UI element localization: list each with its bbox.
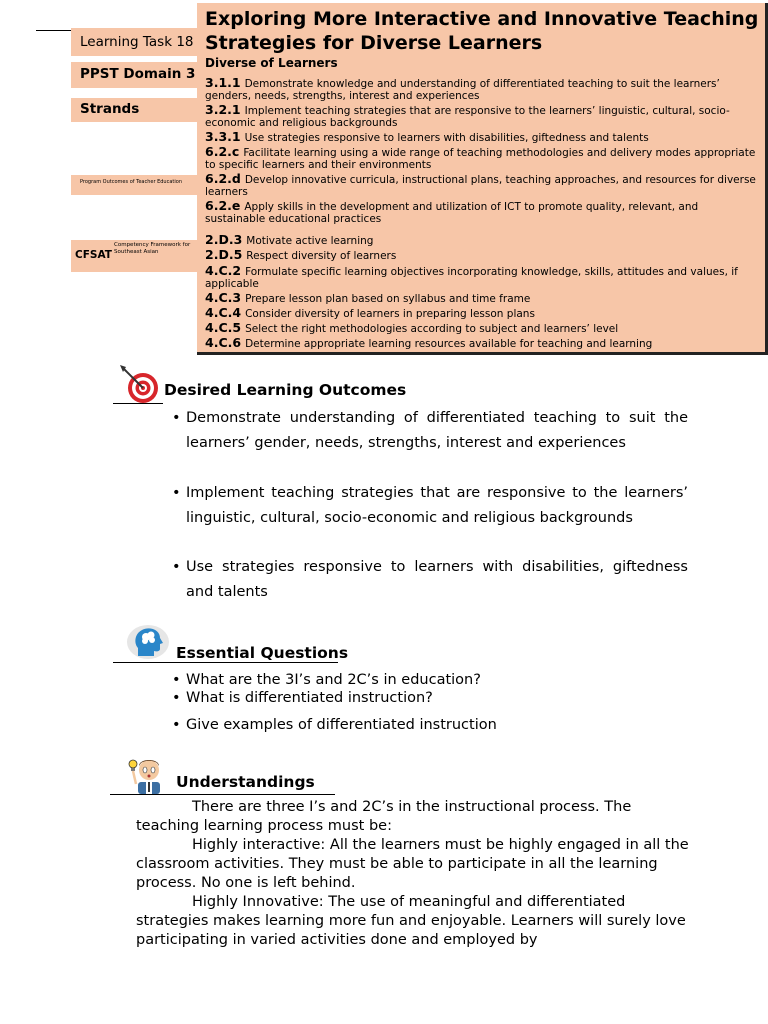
standard-text: Demonstrate knowledge and understanding of differentiated teaching to suit the learners’ genders, needs, strengths, interest and experiences <box>205 78 720 102</box>
standard-item <box>205 307 757 320</box>
standard-text: Motivate active learning <box>246 235 374 247</box>
question-text: What are the 3I’s and 2C’s in education? <box>186 672 481 688</box>
question-text: Give examples of differentiated instruction <box>186 717 497 733</box>
bullet: • <box>172 410 181 426</box>
standard-code: 3.1.1 <box>205 75 241 90</box>
outcome-text: Use strategies responsive to learners with disabilities, giftedness and talents <box>186 559 688 600</box>
thinking-student-icon <box>126 754 174 794</box>
standard-code: 4.C.2 <box>205 263 242 278</box>
page-title: Exploring More Interactive and Innovative Teaching Strategies for Diverse Learners <box>205 8 759 54</box>
standard-code: 4.C.6 <box>205 335 242 350</box>
cfsat-abbr: CFSAT <box>75 249 112 261</box>
standard-code: 4.C.4 <box>205 305 242 320</box>
standard-item <box>205 322 757 335</box>
standard-item <box>205 77 757 102</box>
outcomes-rule <box>113 403 163 404</box>
bullet: • <box>172 690 181 706</box>
standard-text: Facilitate learning using a wide range of teaching methodologies and delivery modes appropriate to specific learners and their environments <box>205 147 756 171</box>
standard-code: 6.2.d <box>205 171 241 186</box>
target-icon <box>118 364 162 404</box>
outcome-text: Implement teaching strategies that are responsive to the learners’ linguistic, cultural, socio-economic and religious backgrounds <box>186 485 688 526</box>
paragraph-1: There are three I’s and 2C’s in the instructional process. The teaching learning process must be: <box>136 799 632 834</box>
standard-item <box>205 292 757 305</box>
standard-text: Apply skills in the development and utilization of ICT to promote quality, relevant, and sustainable educational practices <box>205 201 699 225</box>
standard-text: Determine appropriate learning resources available for teaching and learning <box>245 338 653 350</box>
standard-code: 3.2.1 <box>205 102 241 117</box>
outcome-item <box>172 481 688 531</box>
questions-title: Essential Questions <box>176 644 349 662</box>
standard-code: 2.D.5 <box>205 247 243 262</box>
standard-code: 3.3.1 <box>205 129 241 144</box>
standard-item <box>205 104 757 129</box>
standard-text: Respect diversity of learners <box>246 250 397 262</box>
questions-rule <box>113 662 338 663</box>
understandings-rule <box>110 794 335 795</box>
standard-item <box>205 173 757 198</box>
header-rule <box>36 30 72 31</box>
header-panel <box>197 3 768 355</box>
page-subtitle: Diverse of Learners <box>205 56 338 70</box>
brain-head-icon <box>126 624 170 660</box>
standard-code: 2.D.3 <box>205 232 243 247</box>
standard-code: 4.C.3 <box>205 290 242 305</box>
cfsat-label <box>71 240 197 272</box>
outcome-item <box>172 406 688 456</box>
learning-task-label: Learning Task 18 <box>71 28 197 56</box>
standard-item <box>205 249 757 262</box>
standard-text: Use strategies responsive to learners with disabilities, giftedness and talents <box>244 132 649 144</box>
bullet: • <box>172 559 181 575</box>
standard-item <box>205 200 757 225</box>
standard-text: Select the right methodologies according to subject and learners’ level <box>245 323 619 335</box>
strands-label: Strands <box>71 98 197 122</box>
cfsat-full: Competency Framework for Southeast Asian <box>114 242 191 255</box>
bullet: • <box>172 717 181 733</box>
question-item <box>172 716 692 735</box>
bullet: • <box>172 672 181 688</box>
paragraph-2: Highly interactive: All the learners must be highly engaged in all the classroom activities. They must be able to participate in all the learning process. No one is left behind. <box>136 837 689 891</box>
standard-item <box>205 265 757 290</box>
understandings-title: Understandings <box>176 773 315 791</box>
standard-text: Formulate specific learning objectives incorporating knowledge, skills, attitudes and values, if applicable <box>205 266 738 290</box>
bullet: • <box>172 485 181 501</box>
ppst-domain-label: PPST Domain 3 <box>71 62 197 88</box>
standard-text: Develop innovative curricula, instructional plans, teaching approaches, and resources for diverse learners <box>205 174 756 198</box>
standard-item <box>205 146 757 171</box>
question-item <box>172 671 692 690</box>
standard-item <box>205 234 757 247</box>
standard-text: Implement teaching strategies that are responsive to the learners’ linguistic, cultural, socio-economic and religious backgrounds <box>205 105 730 129</box>
standard-text: Prepare lesson plan based on syllabus and time frame <box>245 293 531 305</box>
standard-code: 6.2.e <box>205 198 241 213</box>
outcome-item <box>172 555 688 605</box>
standard-code: 6.2.c <box>205 144 240 159</box>
understandings-body <box>136 798 696 950</box>
standard-code: 4.C.5 <box>205 320 242 335</box>
outcome-text: Demonstrate understanding of differentiated teaching to suit the learners’ gender, needs, strengths, interest and experiences <box>186 410 688 451</box>
pote-label: Program Outcomes of Teacher Education <box>71 175 197 195</box>
standard-text: Consider diversity of learners in preparing lesson plans <box>245 308 535 320</box>
standard-item <box>205 131 757 144</box>
question-text: What is differentiated instruction? <box>186 690 433 706</box>
standard-item <box>205 337 757 350</box>
outcomes-title: Desired Learning Outcomes <box>164 381 407 399</box>
question-item <box>172 689 692 708</box>
paragraph-3: Highly Innovative: The use of meaningful and differentiated strategies makes learning more fun and enjoyable. Learners will surely love participating in varied activities done and employed by <box>136 894 686 948</box>
